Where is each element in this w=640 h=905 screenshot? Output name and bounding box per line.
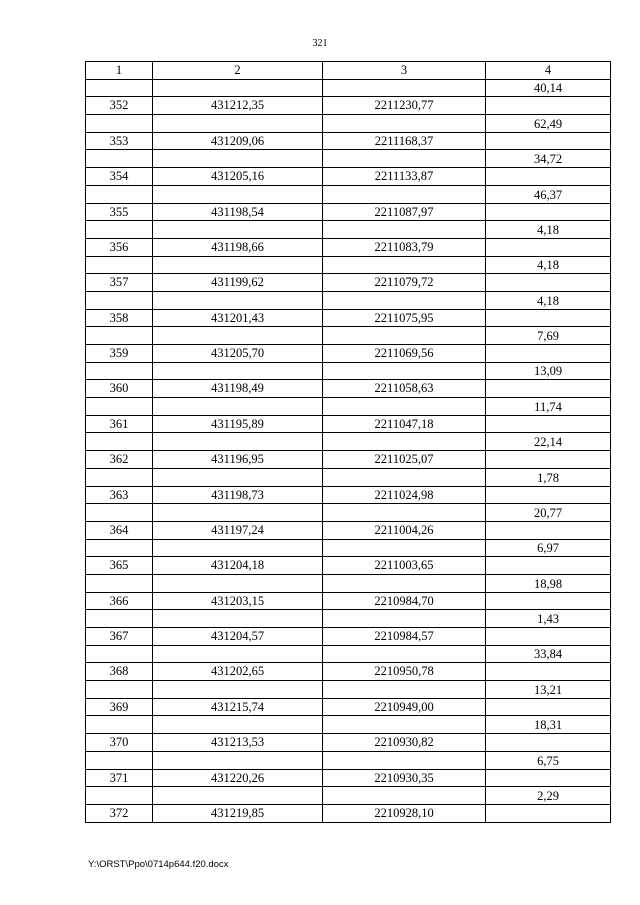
table-cell xyxy=(86,787,153,805)
table-cell: 431202,65 xyxy=(153,663,323,681)
table-cell xyxy=(323,787,486,805)
table-cell xyxy=(486,628,611,646)
table-cell: 2211079,72 xyxy=(323,274,486,292)
table-cell: 2211168,37 xyxy=(323,132,486,150)
table-cell: 366 xyxy=(86,592,153,610)
table-row xyxy=(86,150,611,168)
table-cell xyxy=(153,468,323,486)
table-cell: 371 xyxy=(86,769,153,787)
table-cell: 360 xyxy=(86,380,153,398)
table-cell: 2211047,18 xyxy=(323,415,486,433)
table-row xyxy=(86,574,611,592)
table-cell xyxy=(323,115,486,133)
table-cell: 365 xyxy=(86,557,153,575)
table-row xyxy=(86,486,611,504)
table-row xyxy=(86,238,611,256)
page-number: 321 xyxy=(312,38,328,49)
table-cell: 354 xyxy=(86,168,153,186)
table-cell: 4,18 xyxy=(486,256,611,274)
table-cell xyxy=(153,79,323,97)
table-cell xyxy=(86,115,153,133)
table-row xyxy=(86,362,611,380)
table-cell xyxy=(323,150,486,168)
table-cell xyxy=(86,504,153,522)
table-cell xyxy=(486,309,611,327)
table-row xyxy=(86,539,611,557)
table-cell: 431212,35 xyxy=(153,97,323,115)
table-cell xyxy=(86,398,153,416)
table-cell: 2210984,57 xyxy=(323,628,486,646)
table-cell xyxy=(153,610,323,628)
table-cell xyxy=(486,274,611,292)
table-cell xyxy=(153,185,323,203)
table-cell: 22,14 xyxy=(486,433,611,451)
table-cell: 431215,74 xyxy=(153,698,323,716)
column-header: 1 xyxy=(86,62,153,80)
table-cell: 368 xyxy=(86,663,153,681)
table-cell xyxy=(153,327,323,345)
table-cell xyxy=(323,681,486,699)
table-cell: 2211003,65 xyxy=(323,557,486,575)
table-header-row xyxy=(86,62,611,80)
table-row xyxy=(86,433,611,451)
table-row xyxy=(86,79,611,97)
table-cell: 356 xyxy=(86,238,153,256)
table-cell xyxy=(323,716,486,734)
table-cell: 353 xyxy=(86,132,153,150)
table-row xyxy=(86,291,611,309)
table-row xyxy=(86,115,611,133)
table-cell xyxy=(153,291,323,309)
table-row xyxy=(86,221,611,239)
table-cell: 2,29 xyxy=(486,787,611,805)
table-cell xyxy=(86,645,153,663)
table-row xyxy=(86,663,611,681)
table-cell xyxy=(323,574,486,592)
table-row xyxy=(86,734,611,752)
table-cell: 34,72 xyxy=(486,150,611,168)
table-cell xyxy=(486,521,611,539)
table-cell xyxy=(323,504,486,522)
table-cell: 2210949,00 xyxy=(323,698,486,716)
table-cell xyxy=(86,256,153,274)
table-cell: 2210930,35 xyxy=(323,769,486,787)
table-cell xyxy=(486,415,611,433)
table-cell: 367 xyxy=(86,628,153,646)
table-cell: 363 xyxy=(86,486,153,504)
table-row xyxy=(86,610,611,628)
table-cell: 369 xyxy=(86,698,153,716)
table-cell: 431198,73 xyxy=(153,486,323,504)
table-cell: 2211025,07 xyxy=(323,451,486,469)
table-cell: 2210930,82 xyxy=(323,734,486,752)
table-cell: 431195,89 xyxy=(153,415,323,433)
table-cell: 362 xyxy=(86,451,153,469)
table-cell: 2211083,79 xyxy=(323,238,486,256)
table-cell xyxy=(153,645,323,663)
table-cell xyxy=(486,592,611,610)
table-cell xyxy=(86,681,153,699)
table-cell xyxy=(153,716,323,734)
table-cell xyxy=(86,221,153,239)
table-row xyxy=(86,415,611,433)
table-cell xyxy=(323,256,486,274)
table-cell: 431201,43 xyxy=(153,309,323,327)
table-cell: 18,98 xyxy=(486,574,611,592)
table-cell xyxy=(153,574,323,592)
table-cell xyxy=(153,398,323,416)
table-cell xyxy=(323,398,486,416)
table-cell: 1,43 xyxy=(486,610,611,628)
table-cell: 46,37 xyxy=(486,185,611,203)
table-cell: 357 xyxy=(86,274,153,292)
table-row xyxy=(86,628,611,646)
table-cell: 2210950,78 xyxy=(323,663,486,681)
table-cell: 431213,53 xyxy=(153,734,323,752)
table-cell: 2211133,87 xyxy=(323,168,486,186)
column-header: 3 xyxy=(323,62,486,80)
table-cell xyxy=(486,557,611,575)
table-row xyxy=(86,380,611,398)
table-cell: 431204,18 xyxy=(153,557,323,575)
table-row xyxy=(86,203,611,221)
table-cell: 4,18 xyxy=(486,291,611,309)
table-cell: 431196,95 xyxy=(153,451,323,469)
table-cell: 40,14 xyxy=(486,79,611,97)
table-cell xyxy=(86,716,153,734)
table-row xyxy=(86,132,611,150)
table-cell xyxy=(486,97,611,115)
table-cell: 2211087,97 xyxy=(323,203,486,221)
table-cell: 359 xyxy=(86,345,153,363)
table-cell: 358 xyxy=(86,309,153,327)
table-cell xyxy=(323,610,486,628)
table-cell: 7,69 xyxy=(486,327,611,345)
table-cell: 431198,54 xyxy=(153,203,323,221)
table-cell: 6,97 xyxy=(486,539,611,557)
table-cell: 370 xyxy=(86,734,153,752)
table-cell: 361 xyxy=(86,415,153,433)
table-row xyxy=(86,327,611,345)
table-cell xyxy=(86,610,153,628)
table-row xyxy=(86,698,611,716)
table-cell xyxy=(486,451,611,469)
table-cell xyxy=(486,663,611,681)
table-cell xyxy=(153,681,323,699)
table-row xyxy=(86,592,611,610)
table-cell: 11,74 xyxy=(486,398,611,416)
table-cell xyxy=(153,787,323,805)
table-cell xyxy=(153,150,323,168)
table-cell: 364 xyxy=(86,521,153,539)
table-row xyxy=(86,256,611,274)
table-cell: 352 xyxy=(86,97,153,115)
table-row xyxy=(86,787,611,805)
table-cell: 62,49 xyxy=(486,115,611,133)
table-cell: 431199,62 xyxy=(153,274,323,292)
table-row xyxy=(86,451,611,469)
table-row xyxy=(86,274,611,292)
table-cell xyxy=(486,769,611,787)
table-cell xyxy=(486,238,611,256)
table-row xyxy=(86,557,611,575)
table-cell: 431197,24 xyxy=(153,521,323,539)
table-cell: 372 xyxy=(86,804,153,822)
table-cell: 431205,70 xyxy=(153,345,323,363)
column-header: 2 xyxy=(153,62,323,80)
table-cell xyxy=(323,539,486,557)
table-cell xyxy=(323,327,486,345)
table-row xyxy=(86,645,611,663)
table-cell: 431220,26 xyxy=(153,769,323,787)
table-cell: 2210984,70 xyxy=(323,592,486,610)
table-row xyxy=(86,468,611,486)
table-cell xyxy=(323,751,486,769)
table-cell: 4,18 xyxy=(486,221,611,239)
table-cell: 431209,06 xyxy=(153,132,323,150)
table-body xyxy=(86,79,611,822)
table-cell xyxy=(86,751,153,769)
table-cell xyxy=(323,79,486,97)
table-cell xyxy=(153,504,323,522)
table-cell: 431204,57 xyxy=(153,628,323,646)
table-row xyxy=(86,504,611,522)
table-cell: 2211230,77 xyxy=(323,97,486,115)
table-cell xyxy=(153,362,323,380)
table-cell: 13,21 xyxy=(486,681,611,699)
table-row xyxy=(86,345,611,363)
table-cell: 18,31 xyxy=(486,716,611,734)
table-cell: 431198,49 xyxy=(153,380,323,398)
table-row xyxy=(86,168,611,186)
table-row xyxy=(86,681,611,699)
table-cell xyxy=(86,574,153,592)
table-cell xyxy=(486,486,611,504)
table-cell xyxy=(323,185,486,203)
table-cell xyxy=(86,433,153,451)
table-cell: 6,75 xyxy=(486,751,611,769)
table-cell: 355 xyxy=(86,203,153,221)
table-cell: 20,77 xyxy=(486,504,611,522)
table-row xyxy=(86,398,611,416)
table-cell: 13,09 xyxy=(486,362,611,380)
table-cell xyxy=(86,362,153,380)
table-cell xyxy=(153,751,323,769)
table-cell xyxy=(86,291,153,309)
table-cell xyxy=(323,291,486,309)
table-row xyxy=(86,769,611,787)
table-cell xyxy=(153,115,323,133)
table-cell: 431219,85 xyxy=(153,804,323,822)
table-cell: 431198,66 xyxy=(153,238,323,256)
table-cell xyxy=(153,539,323,557)
table-cell xyxy=(153,221,323,239)
table-cell: 2211075,95 xyxy=(323,309,486,327)
table-cell xyxy=(486,698,611,716)
table-cell xyxy=(153,256,323,274)
document-file-path: Y:\ORST\Ppo\0714p644.f20.docx xyxy=(88,859,229,870)
table-cell xyxy=(323,468,486,486)
table-row xyxy=(86,521,611,539)
coordinates-table xyxy=(85,61,611,823)
table-cell xyxy=(323,645,486,663)
table-cell xyxy=(86,327,153,345)
table-cell xyxy=(86,150,153,168)
table-cell: 1,78 xyxy=(486,468,611,486)
table-cell xyxy=(486,132,611,150)
table-cell: 2210928,10 xyxy=(323,804,486,822)
table-cell xyxy=(486,804,611,822)
table-cell: 33,84 xyxy=(486,645,611,663)
table-cell: 2211069,56 xyxy=(323,345,486,363)
table-cell: 2211024,98 xyxy=(323,486,486,504)
table-row xyxy=(86,804,611,822)
table-cell xyxy=(86,539,153,557)
table-cell: 431203,15 xyxy=(153,592,323,610)
table-cell: 2211058,63 xyxy=(323,380,486,398)
table-cell xyxy=(486,168,611,186)
table-cell xyxy=(86,79,153,97)
table-cell xyxy=(486,203,611,221)
table-row xyxy=(86,309,611,327)
table-cell xyxy=(323,221,486,239)
table-row xyxy=(86,716,611,734)
table-cell: 431205,16 xyxy=(153,168,323,186)
table-cell xyxy=(486,345,611,363)
table-cell xyxy=(323,433,486,451)
table-row xyxy=(86,185,611,203)
table-cell xyxy=(486,734,611,752)
table-cell xyxy=(486,380,611,398)
table-row xyxy=(86,97,611,115)
table-row xyxy=(86,751,611,769)
table-cell xyxy=(153,433,323,451)
table-cell xyxy=(86,468,153,486)
table-cell: 2211004,26 xyxy=(323,521,486,539)
column-header: 4 xyxy=(486,62,611,80)
table-cell xyxy=(323,362,486,380)
table-cell xyxy=(86,185,153,203)
